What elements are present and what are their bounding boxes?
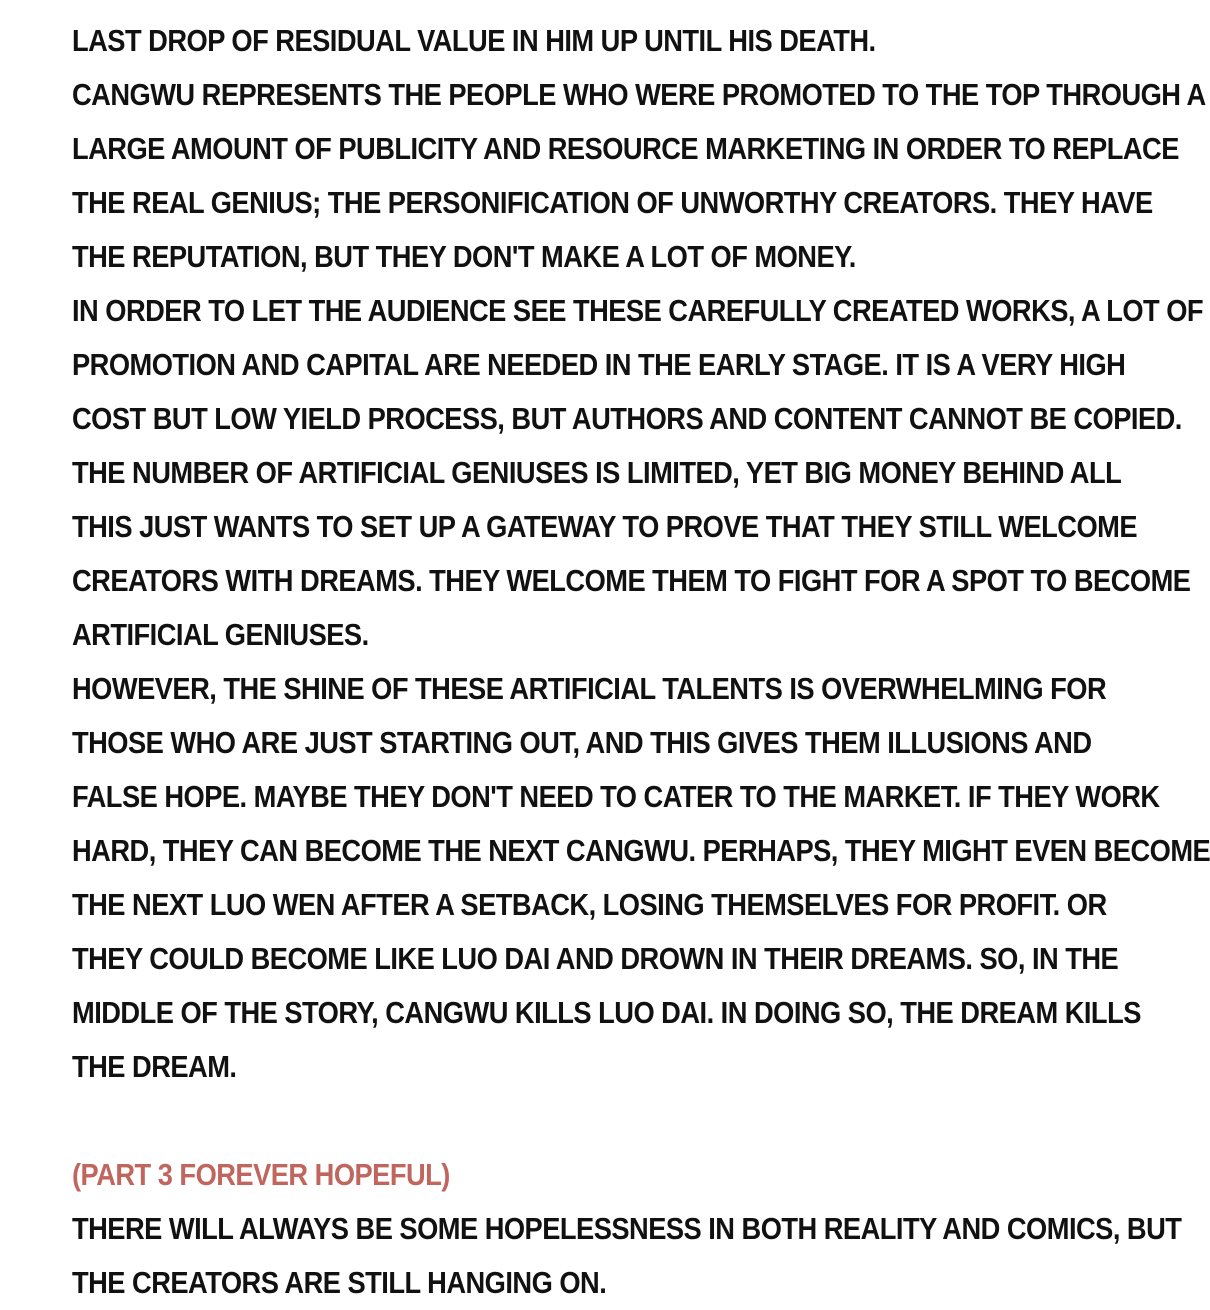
text-line: CANGWU REPRESENTS THE PEOPLE WHO WERE PROMOTED TO THE TOP THROUGH A [72, 77, 1206, 112]
text-line: LARGE AMOUNT OF PUBLICITY AND RESOURCE MARKETING IN ORDER TO REPLACE [72, 131, 1179, 166]
paragraph-artificial-geniuses [72, 284, 1204, 662]
text-line: THEY COULD BECOME LIKE LUO DAI AND DROWN IN THEIR DREAMS. SO, IN THE [72, 941, 1119, 976]
text-line: LAST DROP OF RESIDUAL VALUE IN HIM UP UNTIL HIS DEATH. [72, 23, 876, 58]
afterword-text [72, 14, 1210, 1310]
text-line: CREATORS WITH DREAMS. THEY WELCOME THEM TO FIGHT FOR A SPOT TO BECOME [72, 563, 1191, 598]
text-line: MIDDLE OF THE STORY, CANGWU KILLS LUO DAI. IN DOING SO, THE DREAM KILLS [72, 995, 1141, 1030]
paragraph-cangwu [72, 68, 1206, 284]
paragraph-hopelessness [72, 1202, 1182, 1310]
text-line: THE NUMBER OF ARTIFICIAL GENIUSES IS LIMITED, YET BIG MONEY BEHIND ALL [72, 455, 1122, 490]
paragraph-residual-value [72, 14, 1005, 68]
text-line: ARTIFICIAL GENIUSES. [72, 617, 369, 652]
text-line: HOWEVER, THE SHINE OF THESE ARTIFICIAL TALENTS IS OVERWHELMING FOR [72, 671, 1107, 706]
text-line: FALSE HOPE. MAYBE THEY DON'T NEED TO CATER TO THE MARKET. IF THEY WORK [72, 779, 1160, 814]
text-line: THOSE WHO ARE JUST STARTING OUT, AND THIS GIVES THEM ILLUSIONS AND [72, 725, 1092, 760]
text-line: THE REPUTATION, BUT THEY DON'T MAKE A LOT OF MONEY. [72, 239, 856, 274]
text-line: COST BUT LOW YIELD PROCESS, BUT AUTHORS AND CONTENT CANNOT BE COPIED. [72, 401, 1182, 436]
text-line: PROMOTION AND CAPITAL ARE NEEDED IN THE EARLY STAGE. IT IS A VERY HIGH [72, 347, 1126, 382]
text-line: THE REAL GENIUS; THE PERSONIFICATION OF UNWORTHY CREATORS. THEY HAVE [72, 185, 1153, 220]
text-line: HARD, THEY CAN BECOME THE NEXT CANGWU. PERHAPS, THEY MIGHT EVEN BECOME [72, 833, 1210, 868]
paragraph-false-hope [72, 662, 1210, 1094]
paragraph-spacer [72, 1094, 1005, 1148]
text-line: THE CREATORS ARE STILL HANGING ON. [72, 1265, 607, 1300]
text-line: THIS JUST WANTS TO SET UP A GATEWAY TO PROVE THAT THEY STILL WELCOME [72, 509, 1138, 544]
section-heading: (PART 3 FOREVER HOPEFUL) [72, 1157, 450, 1192]
text-line: THE NEXT LUO WEN AFTER A SETBACK, LOSING THEMSELVES FOR PROFIT. OR [72, 887, 1107, 922]
text-line: IN ORDER TO LET THE AUDIENCE SEE THESE CAREFULLY CREATED WORKS, A LOT OF [72, 293, 1204, 328]
text-line: THE DREAM. [72, 1049, 237, 1084]
text-line: THERE WILL ALWAYS BE SOME HOPELESSNESS IN BOTH REALITY AND COMICS, BUT [72, 1211, 1182, 1246]
